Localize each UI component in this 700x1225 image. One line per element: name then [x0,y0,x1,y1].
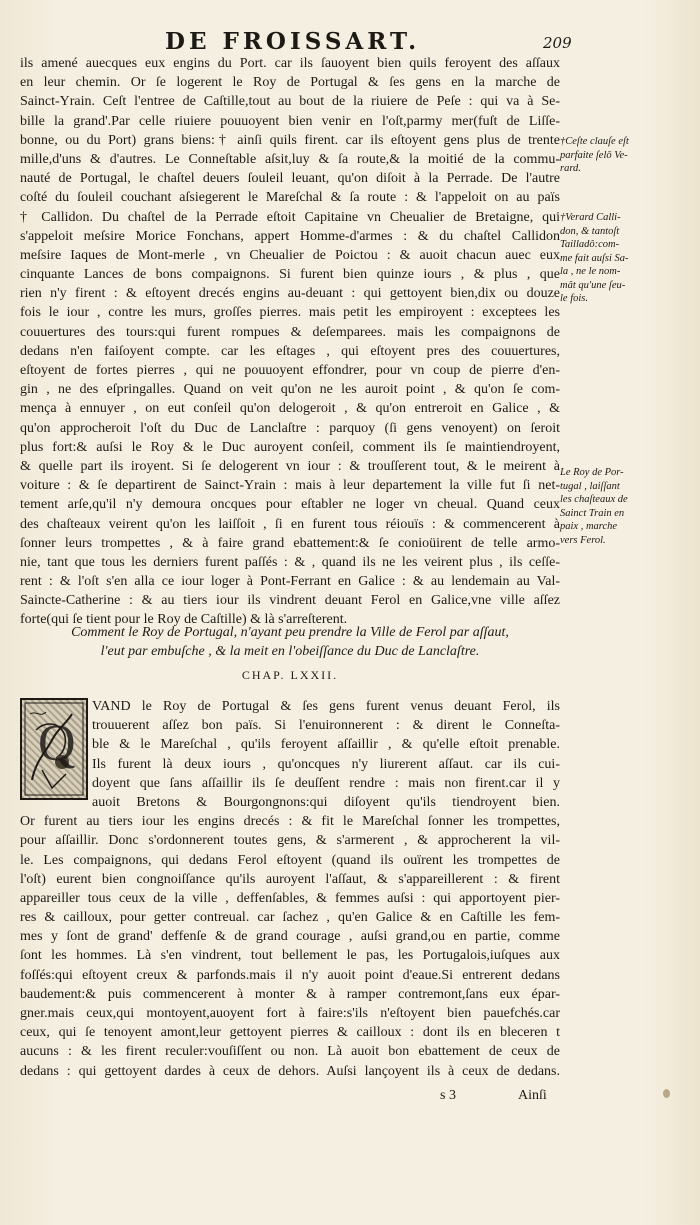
margin-note-roy-portugal [560,466,692,547]
chapter-number: CHAP. LXXII. [241,668,339,682]
text-line: Saincte-Catherine : & au tiers iour ils vindrent deuant Ferol en Galice,vne ville aſſez [20,593,560,609]
chapter-heading [20,623,560,661]
text-line: ceux, qui ſe tenoyent amont,leur gettoyent pierres & cailloux : dont ils en bleceren t [20,1025,560,1041]
page-number: 209 [543,34,572,52]
margin-note-verard [560,211,692,306]
paper-stain [663,1089,670,1098]
text-line: ils amené auecques eux engins du Port. car ils ſauoyent bien quils feroyent des aſſaux [20,56,560,71]
text-line: pour aſſaillir. Donc s'ordonnerent toutes gens, & s'armerent , & approcherent la vil- [20,833,560,849]
text-line: bille la grand'.Par celle riuiere pouuoyent bien venir en l'oſt,parmy mer(fuſt de Liſſe- [20,113,560,129]
chapter-heading-line: l'eut par embuſche , & la meit en l'obeiſſance du Duc de Lanclaſtre. [100,644,480,659]
text-line: VAND le Roy de Portugal & ſes gens furent venus deuant Ferol, ils [92,699,560,714]
margin-note-line: paix , marche [560,521,618,532]
margin-note-line: don, & tantoſt [560,225,620,237]
text-line: † Callidon. Du chaſtel de la Perrade eſtoit Capitaine vn Cheualier de Bretaigne, qui [20,209,560,225]
text-line: plus fort:& auſsi le Roy & le Duc auroyent conſeil, comment ils ſe maintiendroyent, [20,439,560,455]
margin-note-line: †Ceſte clauſe eſt [560,136,629,147]
text-line: mença à ennuyer , on eut conſeil qu'on delogeroit , & qu'on entreroit en Galice , & [20,401,560,417]
text-line: ſont les hommes. Là s'en vindrent, tout bellement le pas, les Portugalois,iuſques aux [20,948,560,964]
text-line: & quelle part ils iroyent. Si ſe delogerent vn iour : & trouſſerent tout, & le meirent à [20,458,560,474]
running-head [0,28,700,54]
text-line: qu'on approcheroit l'oſt du Duc de Lanclaſtre : parquoy (ſi gens venoyent) on ſeroit [20,420,560,436]
text-line: auoit Bretons & Bourgongnons:qui diſoyent qu'ils tiendroyent bien. [92,794,560,810]
margin-note-line: tugal , laiſſant [560,480,620,492]
text-line: doyent que ſans aſſaillir ils ſe deuſſent rendre : mais non firent.car il y [92,775,560,791]
page-footer [20,1088,560,1108]
text-line: Or furent au tiers iour les engins drecés : & fit le Mareſchal ſonner les trompettes, [20,814,560,830]
text-line: meſsire Iaques de Mont-merle , vn Cheualier de Poictou : & auoit chacun auec eux [20,247,560,263]
text-line: aucuns : & les firent reculer:vouſiſſent ou non. Là auoit bon ebattement de ceux de [20,1044,560,1060]
margin-note-line: Sainct Train en [560,507,625,519]
text-line: dedans : qui gettoyent dardes à ceux de dehors. Auſsi lançoyent ils à ceux de dedans. [20,1063,560,1079]
text-line: nauté de Portugal, le chaſtel deuers ſouleil leuant, qu'on diſoit à la Perrade. De l'autre [20,171,560,187]
text-line: gin , ne des eſpringalles. Quand on veit qu'on ne les auroit point , & qu'on ſe com- [20,382,560,398]
chapter-text-block [20,697,560,1081]
text-line: couuertures des tours:qui furent rompues & deſemparees. mais les compaignons de [20,324,560,340]
text-line: trouuerent aſſez bon païs. Si l'enuironnerent : & dirent le Conneſta- [92,718,560,734]
margin-note-line: Le Roy de Por- [560,467,624,478]
signature-mark: s 3 [440,1088,456,1103]
margin-note-line: vers Ferol. [560,534,606,546]
text-line: res & cailloux, pour getter contreual. car ſachez , qu'en Galice & en Caſtille les fem- [20,910,560,926]
margin-note-clause [560,135,692,176]
text-line: Sainct-Yrain. Ceſt l'entree de Caſtille,tout au bout de la riuiere de Peſe : qui va à Se- [20,94,560,110]
text-line: mille,d'uns & d'autres. Le Conneſtable aſsit,luy & ſa route,& la moitié de la commu- [20,151,560,167]
margin-note-line: †Verard Calli- [560,212,621,223]
text-line: ſonner leurs trompettes , & à faire grand ebattement:& ſe conioüirent de telle armo- [20,535,560,551]
text-line: ble & le Mareſchal , qu'ils feroyent aſſaillir , & qu'elle eſtoit prenable. [92,737,560,753]
text-line: bonne, ou du Port) grans biens:† ainſi quils firent. car ils eſtoyent gens plus de trente [20,132,560,148]
text-line: eſtoyent de fortes pierres , qui ne pouuoyent effondrer, pour vn coup de pierre d'en- [20,363,560,378]
text-line: rien n'y firent : & eſtoyent drecés engins au-deuant : qui gettoyent bien,dix ou douze [20,286,560,302]
text-line: foſſés:qui eſtoyent creux & parfonds.mais il n'y auoit point d'eaue.Si entrerent dedans [20,967,560,983]
text-line: coſté du ſouleil couchant aſsiegerent le Mareſchal & ſa route : & l'appeloit on au païs [20,190,560,206]
catchword: Ainſi [518,1088,547,1103]
text-line: dedans n'en faiſoyent compte. car les eſtages , qui eſtoyent pres des couuertures, [20,343,560,359]
margin-note-line: les chaſteaux de [560,494,628,505]
text-line: fois le iour , contre les murs, groſſes pierres. mais petit les empiroyent : exceptees les [20,305,560,321]
margin-note-line: mât qu'une ſeu- [560,279,626,291]
text-line: cinquante Lances de bons compaignons. Si furent bien quinze iours , & plus , que [20,267,560,283]
text-line: s'appeloit meſsire Morice Fonchans, appert Homme-d'armes : & du chaſtel Callidon [20,228,560,244]
text-line: tement arſe,qu'il n'y demoura oncques pour eſtabler ne loger vn cheual. Quand ceux [20,497,560,513]
margin-note-line: Tailladô:com- [560,239,620,250]
margin-note-line: parfaite ſelō Ve- [560,149,628,161]
text-line: gner.mais ceux,qui montoyent,auoyent fort à faire:s'ils n'eſtoyent bien pauefchés.car [20,1006,560,1021]
margin-note-line: me fait auſsi Sa- [560,252,629,264]
margin-note-line: le fois. [560,293,588,304]
text-line: forte(qui ſe tient pour le Roy de Caſtille) & là s'arreſterent. [20,612,348,628]
text-line: le. Les compaignons, qui dedans Ferol eſtoyent (quand ils ouïrent les trompettes de [20,852,560,868]
text-line: l'oſt) eurent bien congnoiſſance qu'ils auroyent l'aſſaut, & s'appareillerent : & firent [20,871,560,887]
text-line: rent : & l'oſt s'en alla ce iour loger à Pont-Ferrant en Galice : & au lendemain au Val- [20,574,560,590]
main-text-block [20,54,560,630]
text-line: baudement:& puis commencerent à monter & à ramper contremont,ſans eux épar- [20,986,560,1002]
initial-letter: Q [38,715,76,772]
text-line: appareiller tous ceux de la ville , deffenſables, & femmes auſsi : qui apportoyent pier- [20,890,560,906]
text-line: des chaſteaux veirent qu'on les laiſſoit , ſi en furent tous réiouïs : & commencerent à [20,516,560,532]
text-line: en leur chemin. Or ſe logerent le Roy de Portugal & ſes gens en la marche de [20,75,560,91]
chapter-heading-line: Comment le Roy de Portugal, n'ayant peu prendre la Ville de Ferol par aſſaut, [71,625,509,640]
margin-note-line: la , ne le nom- [560,266,621,277]
text-line: nie, tant que tous les derniers furent paſſés : & , quand ils ne les veirent plus , ils ceſſe- [20,554,560,570]
text-line: mes y ſont de grand' deffenſe & de grand courage , auſsi grand,ou en partie, comme [20,929,560,945]
text-line: Ils furent là deux iours , qu'oncques n'y liurerent aſſaut. car ils cui- [92,756,560,772]
running-title: DE FROISSART. [165,28,421,55]
text-line: voiture : & ſe departirent de Sainct-Yrain : mais à leur departement la ville fut ſi net- [20,478,560,494]
margin-note-line: rard. [560,163,581,174]
